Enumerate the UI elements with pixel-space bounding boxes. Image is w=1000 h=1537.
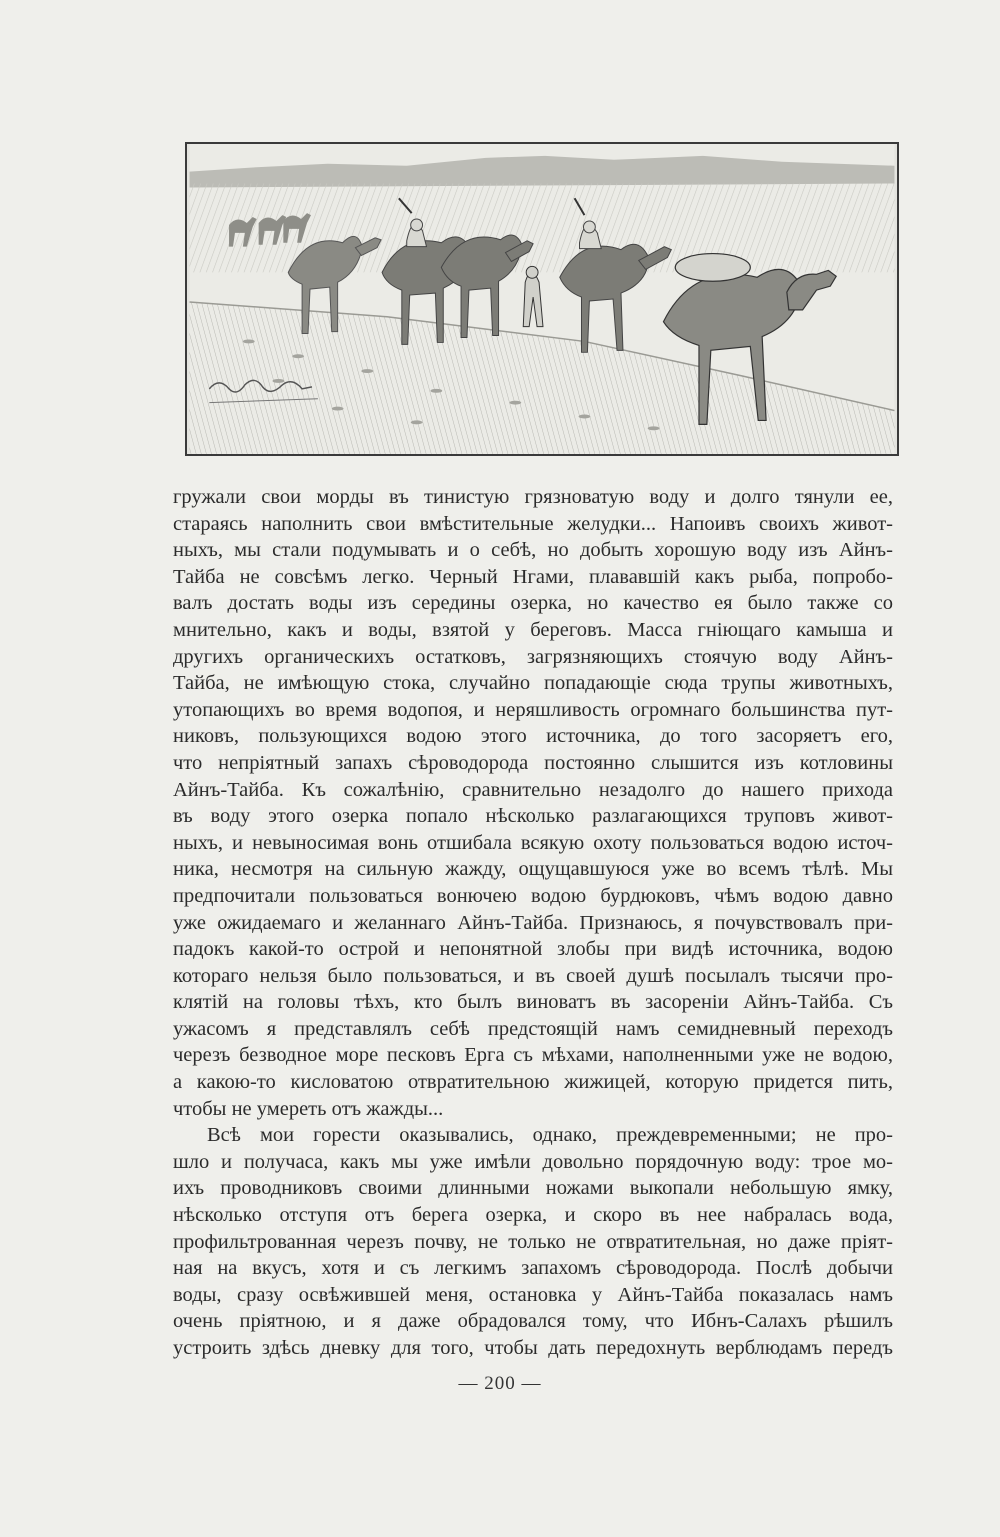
text-line: ная на вкусъ, хотя и съ легкимъ запахомъ сѣроводорода. Послѣ добычи (173, 1257, 893, 1280)
text-line: устроить здѣсь дневку для того, чтобы дать передохнуть верблюдамъ передъ (173, 1337, 893, 1359)
text-line: утопающихъ во время водопоя, и неряшливость огромнаго большинства пут- (173, 698, 893, 721)
text-line: черезъ безводное море песковъ Ерга съ мѣхами, наполненными уже не водою, (173, 1044, 893, 1067)
text-line: ныхъ, мы стали подумывать и о себѣ, но добыть хорошую воду изъ Айнъ- (173, 539, 893, 562)
text-line: другихъ органическихъ остатковъ, загрязняющихъ стоячую воду Айнъ- (173, 645, 893, 668)
camel-caravan-illustration (185, 142, 899, 456)
text-line: нѣсколько отступя отъ берега озерка, и скоро въ нее набралась вода, (173, 1204, 893, 1227)
text-line: мнительно, какъ и воды, взятой у береговъ. Масса гніющаго камыша и (173, 618, 893, 641)
camel-caravan-icon (187, 144, 897, 454)
body-text (173, 484, 893, 1362)
text-line: ныхъ, и невыносимая вонь отшибала всякую охоту пользоваться водою источ- (173, 831, 893, 854)
text-line: ихъ проводниковъ своими длинными ножами выкопали небольшую ямку, (173, 1177, 893, 1200)
text-line: чтобы не умереть отъ жажды... (173, 1097, 444, 1120)
paragraph-1 (173, 484, 893, 1122)
text-line: котораго нельзя было пользоваться, и въ своей душѣ посылалъ тысячи про- (173, 964, 893, 987)
page-number: — 200 — (458, 1373, 542, 1394)
text-line: очень пріятною, и я даже обрадовался тому, что Ибнъ-Салахъ рѣшилъ (173, 1310, 893, 1333)
text-line: никовъ, пользующихся водою этого источника, до того засоряетъ его, (173, 725, 893, 748)
text-line: гружали свои морды въ тинистую грязноватую воду и долго тянули ее, (173, 486, 893, 508)
text-line: ника, несмотря на сильную жажду, ощущавшуюся уже во всемъ тѣлѣ. Мы (173, 858, 893, 881)
text-line: падокъ какой-то острой и непонятной злобы при видѣ источника, водою (173, 938, 893, 961)
text-line: валъ достать воды изъ середины озерка, но качество ея было также со (173, 592, 893, 615)
text-line: предпочитали пользоваться вонючею водою бурдюковъ, чѣмъ водою давно (173, 884, 893, 907)
text-line: Тайба, не имѣющую стока, случайно попадающіе сюда трупы животныхъ, (173, 672, 893, 695)
text-line: ужасомъ я представлялъ себѣ предстоящій намъ семидневный переходъ (173, 1017, 893, 1040)
paragraph-2 (173, 1122, 893, 1361)
text-line: стараясь наполнить свои вмѣстительные желудки... Напоивъ своихъ живот- (173, 512, 893, 535)
text-line: воды, сразу освѣжившей меня, остановка у Айнъ-Тайба показалась намъ (173, 1283, 893, 1306)
text-line: Айнъ-Тайба. Къ сожалѣнію, сравнительно незадолго до нашего прихода (173, 778, 893, 801)
text-line: уже ожидаемаго и желаннаго Айнъ-Тайба. Признаюсь, я почувствовалъ при- (173, 911, 893, 934)
text-line: шло и получаса, какъ мы уже имѣли довольно порядочную воду: трое мо- (173, 1150, 893, 1173)
text-line: а какою-то кисловатою отвратительною жижицей, которую придется пить, (173, 1071, 893, 1094)
text-line: клятій на головы тѣхъ, кто былъ виноватъ въ засореніи Айнъ-Тайба. Съ (173, 991, 893, 1014)
text-line: Тайба не совсѣмъ легко. Черный Нгами, плававшій какъ рыба, попробо- (173, 565, 893, 588)
text-line: что непріятный запахъ сѣроводорода постоянно слышится изъ котловины (173, 751, 893, 774)
text-line: въ воду этого озерка попало нѣсколько разлагающихся труповъ живот- (173, 805, 893, 828)
text-line: Всѣ мои горести оказывались, однако, преждевременными; не про- (207, 1124, 893, 1147)
text-line: профильтрованная черезъ почву, не только не отвратительная, но даже пріят- (173, 1230, 893, 1253)
